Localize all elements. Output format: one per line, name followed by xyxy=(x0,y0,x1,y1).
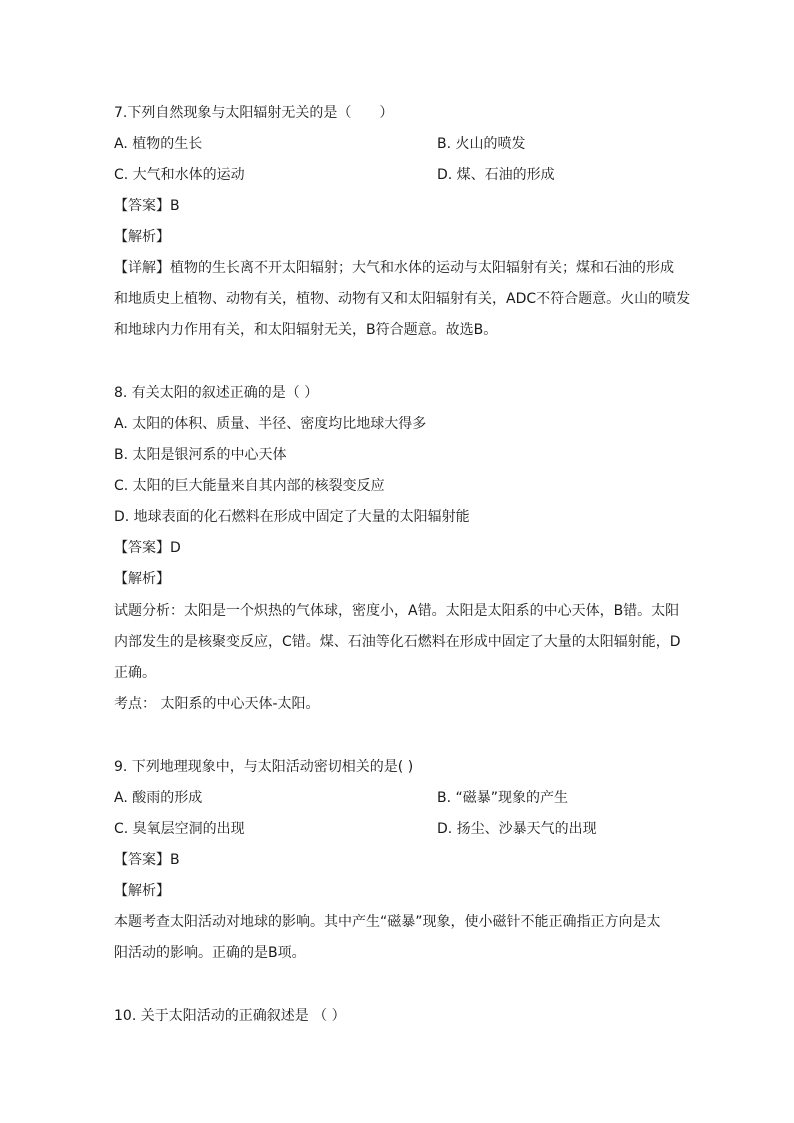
q9-analysis-line-1: 本题考查太阳活动对地球的影响。其中产生“磁暴”现象，使小磁针不能正确指正方向是太 xyxy=(114,914,661,930)
q9-option-c: C. 臭氧层空洞的出现 xyxy=(114,821,245,837)
q9-option-b: B. “磁暴”现象的产生 xyxy=(437,790,569,806)
q7-option-d: D. 煤、石油的形成 xyxy=(437,167,555,183)
q7-option-c: C. 大气和水体的运动 xyxy=(114,167,245,183)
q8-option-a: A. 太阳的体积、质量、半径、密度均比地球大得多 xyxy=(114,416,427,432)
q9-option-a: A. 酸雨的形成 xyxy=(114,790,203,806)
q8-analysis-line-2: 内部发生的是核聚变反应，C错。煤、石油等化石燃料在形成中固定了大量的太阳辐射能，D xyxy=(114,634,681,650)
q7-answer: 【答案】B xyxy=(114,198,180,214)
q8-kaodian: 考点： 太阳系的中心天体-太阳。 xyxy=(114,696,320,712)
q9-analysis xyxy=(114,907,686,969)
q9-analysis-line-2: 阳活动的影响。正确的是B项。 xyxy=(114,945,306,961)
q7-stem: 7.下列自然现象与太阳辐射无关的是（ ） xyxy=(114,105,394,121)
q8-option-c: C. 太阳的巨大能量来自其内部的核裂变反应 xyxy=(114,478,385,494)
q8-analysis-label: 【解析】 xyxy=(114,571,170,587)
q9-option-d: D. 扬尘、沙暴天气的出现 xyxy=(437,821,597,837)
q8-analysis xyxy=(114,596,686,689)
q8-answer: 【答案】D xyxy=(114,540,181,556)
q7-analysis-line-1: 【详解】植物的生长离不开太阳辐射；大气和水体的运动与太阳辐射有关；煤和石油的形成 xyxy=(114,260,674,276)
q8-option-d: D. 地球表面的化石燃料在形成中固定了大量的太阳辐射能 xyxy=(114,509,470,525)
q10-stem: 10. 关于太阳活动的正确叙述是 （ ） xyxy=(114,1008,346,1024)
q7-analysis xyxy=(114,253,691,346)
q8-option-b: B. 太阳是银河系的中心天体 xyxy=(114,447,287,463)
q7-analysis-label: 【解析】 xyxy=(114,229,170,245)
q8-stem: 8. 有关太阳的叙述正确的是（ ） xyxy=(114,385,319,401)
q7-analysis-line-2: 和地质史上植物、动物有关，植物、动物有又和太阳辐射有关，ADC不符合题意。火山的喷发 xyxy=(114,291,691,307)
q7-option-a: A. 植物的生长 xyxy=(114,136,203,152)
q9-analysis-label: 【解析】 xyxy=(114,883,170,899)
q9-stem: 9. 下列地理现象中，与太阳活动密切相关的是( ) xyxy=(114,759,414,775)
q7-analysis-line-3: 和地球内力作用有关，和太阳辐射无关，B符合题意。故选B。 xyxy=(114,322,498,338)
q8-analysis-line-3: 正确。 xyxy=(114,665,156,681)
q7-option-b: B. 火山的喷发 xyxy=(437,136,526,152)
q9-answer: 【答案】B xyxy=(114,852,180,868)
q8-analysis-line-1: 试题分析：太阳是一个炽热的气体球，密度小，A错。太阳是太阳系的中心天体，B错。太阳 xyxy=(114,603,680,619)
